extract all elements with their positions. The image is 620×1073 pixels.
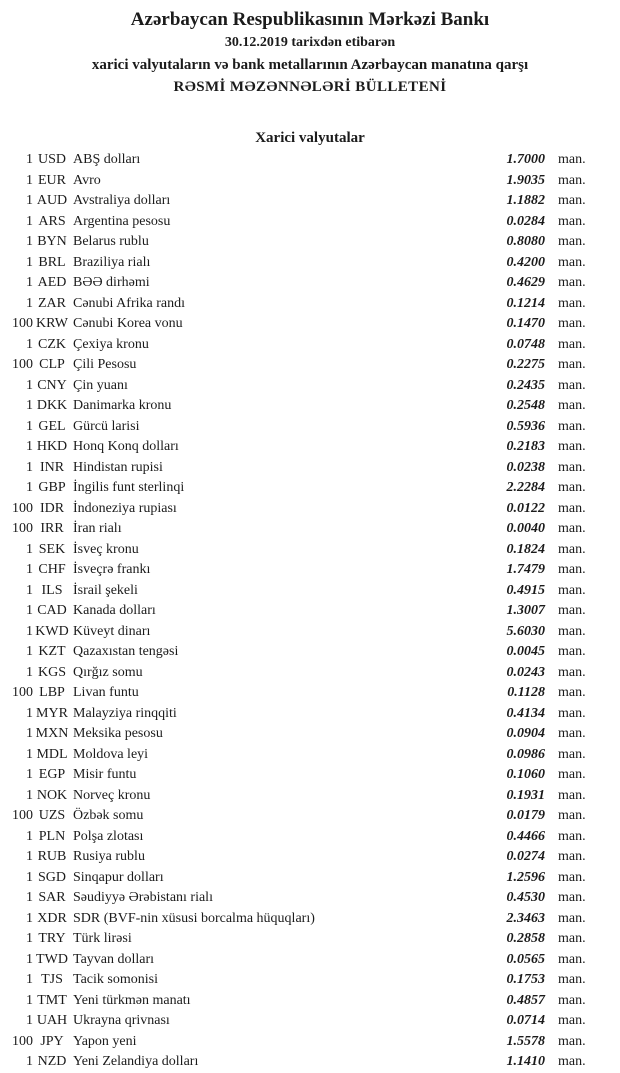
quantity-cell: 1	[26, 275, 33, 290]
currency-code-cell: AED	[37, 275, 67, 290]
currency-name-cell: ABŞ dolları	[73, 152, 141, 167]
currency-name-cell: Sinqapur dolları	[73, 869, 164, 885]
unit-cell: man.	[558, 213, 586, 229]
rate-value-cell: 1.1882	[506, 193, 545, 208]
rate-value-cell: 0.1931	[506, 787, 545, 803]
currency-code-cell: MDL	[36, 746, 68, 762]
rate-row	[0, 458, 620, 479]
currency-name-cell: Honq Konq dolları	[73, 439, 179, 454]
unit-cell: man.	[558, 849, 586, 864]
rate-row	[0, 540, 620, 561]
rate-value-cell: 0.0045	[506, 644, 545, 659]
rate-row	[0, 1032, 620, 1053]
rate-value-cell: 0.0238	[506, 459, 545, 475]
rate-value-cell: 0.1214	[506, 295, 545, 311]
rate-row	[0, 376, 620, 397]
quantity-cell: 100	[12, 521, 33, 536]
rate-value-cell: 0.0565	[506, 951, 545, 967]
unit-cell: man.	[558, 418, 586, 434]
currency-code-cell: TJS	[41, 972, 63, 987]
rate-row	[0, 499, 620, 520]
quantity-cell: 1	[26, 623, 33, 639]
unit-cell: man.	[558, 746, 586, 762]
quantity-cell: 1	[26, 336, 33, 352]
rate-value-cell: 1.3007	[506, 603, 545, 618]
currency-name-cell: Qazaxıstan tengəsi	[73, 644, 179, 659]
currency-code-cell: USD	[37, 152, 66, 167]
rate-row	[0, 601, 620, 622]
quantity-cell: 1	[26, 972, 33, 987]
unit-cell: man.	[558, 336, 586, 352]
rates-table	[0, 150, 620, 1073]
rate-row	[0, 560, 620, 581]
rate-value-cell: 0.1753	[506, 972, 545, 987]
quantity-cell: 1	[26, 398, 33, 413]
rate-row	[0, 950, 620, 971]
unit-cell: man.	[558, 1013, 586, 1028]
currency-name-cell: Türk lirəsi	[73, 931, 132, 946]
currency-name-cell: Küveyt dinarı	[73, 623, 151, 639]
rate-row	[0, 663, 620, 684]
currency-name-cell: İran rialı	[73, 521, 122, 536]
unit-cell: man.	[558, 357, 586, 372]
currency-code-cell: GBP	[38, 480, 66, 495]
rate-value-cell: 0.4134	[506, 705, 545, 721]
rate-value-cell: 0.0748	[506, 336, 545, 352]
unit-cell: man.	[558, 521, 586, 536]
quantity-cell: 1	[26, 172, 33, 188]
currency-code-cell: DKK	[36, 398, 68, 413]
currency-name-cell: Tacik somonisi	[73, 972, 158, 987]
currency-code-cell: IDR	[39, 500, 65, 516]
quantity-cell: 1	[26, 582, 33, 598]
quantity-cell: 1	[26, 910, 33, 926]
quantity-cell: 1	[26, 890, 33, 905]
quantity-cell: 1	[26, 603, 33, 618]
currency-name-cell: Rusiya rublu	[73, 849, 145, 864]
rate-row	[0, 929, 620, 950]
currency-name-cell: Moldova leyi	[73, 746, 149, 762]
unit-cell: man.	[558, 787, 586, 803]
currency-code-cell: AUD	[36, 193, 68, 208]
unit-cell: man.	[558, 1033, 586, 1049]
unit-cell: man.	[558, 541, 586, 557]
currency-code-cell: TMT	[37, 992, 67, 1008]
rate-value-cell: 0.2183	[506, 439, 545, 454]
currency-name-cell: Avro	[73, 172, 101, 188]
currency-name-cell: BƏƏ dirhəmi	[73, 275, 150, 290]
currency-name-cell: Braziliya rialı	[73, 254, 151, 270]
rate-row	[0, 991, 620, 1012]
rate-row	[0, 417, 620, 438]
currency-code-cell: RUB	[37, 849, 67, 864]
quantity-cell: 100	[12, 357, 33, 372]
unit-cell: man.	[558, 562, 586, 577]
quantity-cell: 1	[26, 1054, 33, 1069]
unit-cell: man.	[558, 644, 586, 659]
rate-row	[0, 519, 620, 540]
quantity-cell: 1	[26, 787, 33, 803]
unit-cell: man.	[558, 193, 586, 208]
currency-name-cell: SDR (BVF-nin xüsusi borcalma hüquqları)	[73, 910, 315, 926]
currency-code-cell: TRY	[38, 931, 66, 946]
rate-value-cell: 1.2596	[506, 869, 545, 885]
rate-value-cell: 0.4200	[506, 254, 545, 270]
quantity-cell: 1	[26, 418, 33, 434]
rate-row	[0, 745, 620, 766]
quantity-cell: 1	[26, 562, 33, 577]
unit-cell: man.	[558, 377, 586, 393]
currency-name-cell: Hindistan rupisi	[73, 459, 163, 475]
rate-row	[0, 642, 620, 663]
rate-value-cell: 1.5578	[506, 1033, 545, 1049]
unit-cell: man.	[558, 767, 586, 782]
quantity-cell: 1	[26, 767, 33, 782]
quantity-cell: 1	[26, 931, 33, 946]
unit-cell: man.	[558, 951, 586, 967]
currency-name-cell: Ukrayna qrivnası	[73, 1013, 170, 1028]
currency-name-cell: Yapon yeni	[73, 1033, 137, 1049]
bank-name-title: Azərbaycan Respublikasının Mərkəzi Bankı	[130, 9, 490, 30]
rate-row	[0, 765, 620, 786]
currency-code-cell: XDR	[37, 910, 67, 926]
quantity-cell: 100	[12, 316, 33, 331]
currency-name-cell: Cənubi Korea vonu	[73, 316, 183, 331]
rate-row	[0, 622, 620, 643]
unit-cell: man.	[558, 603, 586, 618]
currency-name-cell: Tayvan dolları	[73, 951, 155, 967]
currency-code-cell: HKD	[36, 439, 68, 454]
rate-row	[0, 909, 620, 930]
currency-name-cell: Kanada dolları	[73, 603, 156, 618]
rate-value-cell: 0.1128	[507, 685, 545, 700]
currency-name-cell: İsveçrə frankı	[73, 562, 151, 577]
quantity-cell: 1	[26, 849, 33, 864]
currency-code-cell: BRL	[38, 254, 66, 270]
currency-code-cell: KGS	[37, 664, 66, 680]
currency-name-cell: Livan funtu	[73, 685, 139, 700]
quantity-cell: 1	[26, 377, 33, 393]
rate-row	[0, 273, 620, 294]
unit-cell: man.	[558, 685, 586, 700]
unit-cell: man.	[558, 828, 586, 844]
currency-name-cell: Səudiyyə Ərəbistanı rialı	[73, 890, 213, 905]
rate-row	[0, 786, 620, 807]
currency-name-cell: Danimarka kronu	[73, 398, 172, 413]
currency-code-cell: CAD	[37, 603, 67, 618]
quantity-cell: 1	[26, 1013, 33, 1028]
effective-date-line: 30.12.2019 tarixdən etibarən	[224, 35, 396, 50]
quantity-cell: 100	[12, 685, 33, 700]
currency-name-cell: Çin yuanı	[73, 377, 128, 393]
currency-code-cell: UAH	[36, 1013, 68, 1028]
rate-value-cell: 2.3463	[506, 910, 545, 926]
quantity-cell: 1	[26, 541, 33, 557]
rate-value-cell: 0.0243	[506, 664, 545, 680]
rate-row	[0, 868, 620, 889]
unit-cell: man.	[558, 931, 586, 946]
rate-row	[0, 581, 620, 602]
currency-code-cell: IRR	[40, 521, 64, 536]
quantity-cell: 100	[12, 808, 33, 823]
quantity-cell: 1	[26, 951, 33, 967]
unit-cell: man.	[558, 234, 586, 249]
rate-row	[0, 253, 620, 274]
rate-value-cell: 0.2858	[506, 931, 545, 946]
rate-value-cell: 0.4915	[506, 582, 545, 598]
currency-code-cell: EGP	[38, 767, 66, 782]
currency-name-cell: İngilis funt sterlinqi	[73, 480, 185, 495]
rate-row	[0, 314, 620, 335]
currency-name-cell: Özbək somu	[73, 808, 144, 823]
quantity-cell: 1	[26, 152, 33, 167]
section-title-foreign-currencies: Xarici valyutalar	[255, 130, 365, 146]
unit-cell: man.	[558, 172, 586, 188]
currency-name-cell: Gürcü larisi	[73, 418, 140, 434]
rate-row	[0, 191, 620, 212]
rate-value-cell: 0.2275	[506, 357, 545, 372]
currency-code-cell: CZK	[38, 336, 66, 352]
currency-code-cell: MYR	[36, 705, 68, 721]
unit-cell: man.	[558, 275, 586, 290]
rate-row	[0, 724, 620, 745]
rate-value-cell: 1.7000	[506, 152, 545, 167]
currency-code-cell: JPY	[40, 1033, 64, 1049]
rate-value-cell: 0.0904	[506, 726, 545, 741]
currency-code-cell: CNY	[37, 377, 67, 393]
rate-value-cell: 1.9035	[506, 172, 545, 188]
rate-row	[0, 704, 620, 725]
unit-cell: man.	[558, 582, 586, 598]
currency-code-cell: SAR	[38, 890, 66, 905]
quantity-cell: 1	[26, 213, 33, 229]
currency-name-cell: Çili Pesosu	[73, 357, 137, 372]
rate-row	[0, 212, 620, 233]
quantity-cell: 1	[26, 746, 33, 762]
rate-row	[0, 970, 620, 991]
unit-cell: man.	[558, 869, 586, 885]
currency-name-cell: Polşa zlotası	[73, 828, 144, 844]
rate-value-cell: 0.1824	[506, 541, 545, 557]
rate-row	[0, 232, 620, 253]
rate-row	[0, 806, 620, 827]
quantity-cell: 1	[26, 992, 33, 1008]
quantity-cell: 1	[26, 664, 33, 680]
currency-name-cell: İsrail şekeli	[73, 582, 138, 598]
rate-value-cell: 0.5936	[506, 418, 545, 434]
currency-code-cell: EUR	[38, 172, 66, 188]
rate-value-cell: 0.0274	[506, 849, 545, 864]
unit-cell: man.	[558, 152, 586, 167]
unit-cell: man.	[558, 664, 586, 680]
unit-cell: man.	[558, 910, 586, 926]
quantity-cell: 1	[26, 726, 33, 741]
rate-value-cell: 0.0986	[506, 746, 545, 762]
currency-name-cell: İndoneziya rupiası	[73, 500, 177, 516]
quantity-cell: 1	[26, 439, 33, 454]
rate-value-cell: 0.0714	[506, 1013, 545, 1028]
bulletin-header	[0, 0, 620, 98]
currency-name-cell: Çexiya kronu	[73, 336, 149, 352]
rate-value-cell: 0.8080	[506, 234, 545, 249]
currency-code-cell: ARS	[38, 213, 66, 229]
rate-value-cell: 1.1410	[506, 1054, 545, 1069]
currency-name-cell: Misir funtu	[73, 767, 137, 782]
rate-value-cell: 0.2548	[506, 398, 545, 413]
rate-row	[0, 683, 620, 704]
currency-name-cell: Meksika pesosu	[73, 726, 163, 741]
rate-value-cell: 0.0040	[506, 521, 545, 536]
currency-code-cell: UZS	[38, 808, 66, 823]
rate-row	[0, 396, 620, 417]
currency-name-cell: Yeni Zelandiya dolları	[73, 1054, 199, 1069]
currency-code-cell: BYN	[37, 234, 67, 249]
rate-value-cell: 0.4629	[506, 275, 545, 290]
currency-code-cell: LBP	[39, 685, 65, 700]
rate-row	[0, 478, 620, 499]
currency-code-cell: SGD	[37, 869, 66, 885]
currency-name-cell: Belarus rublu	[73, 234, 149, 249]
unit-cell: man.	[558, 459, 586, 475]
unit-cell: man.	[558, 500, 586, 516]
rate-value-cell: 0.0122	[506, 500, 545, 516]
currency-name-cell: Yeni türkmən manatı	[73, 992, 191, 1008]
currency-code-cell: SEK	[38, 541, 66, 557]
rate-row	[0, 888, 620, 909]
quantity-cell: 1	[26, 254, 33, 270]
rate-row	[0, 150, 620, 171]
currency-name-cell: Cənubi Afrika randı	[73, 295, 185, 311]
rate-row	[0, 437, 620, 458]
rate-value-cell: 0.4530	[506, 890, 545, 905]
quantity-cell: 100	[12, 500, 33, 516]
bulletin-title: RƏSMİ MƏZƏNNƏLƏRİ BÜLLETENİ	[173, 79, 447, 95]
currency-name-cell: Avstraliya dolları	[73, 193, 171, 208]
currency-name-cell: Malayziya rinqqiti	[73, 705, 177, 721]
unit-cell: man.	[558, 972, 586, 987]
currency-code-cell: KRW	[36, 316, 68, 331]
currency-name-cell: Argentina pesosu	[73, 213, 171, 229]
rate-row	[0, 355, 620, 376]
currency-code-cell: NOK	[36, 787, 68, 803]
quantity-cell: 1	[26, 193, 33, 208]
unit-cell: man.	[558, 1054, 586, 1069]
currency-name-cell: Norveç kronu	[73, 787, 151, 803]
rate-row	[0, 335, 620, 356]
rate-value-cell: 0.0284	[506, 213, 545, 229]
unit-cell: man.	[558, 992, 586, 1008]
quantity-cell: 1	[26, 828, 33, 844]
rate-value-cell: 2.2284	[506, 480, 545, 495]
rate-row	[0, 1052, 620, 1073]
rate-value-cell: 0.1470	[506, 316, 545, 331]
unit-cell: man.	[558, 439, 586, 454]
quantity-cell: 1	[26, 869, 33, 885]
rate-value-cell: 0.1060	[506, 767, 545, 782]
rate-row	[0, 827, 620, 848]
rate-row	[0, 171, 620, 192]
rate-value-cell: 0.4466	[506, 828, 545, 844]
currency-code-cell: INR	[39, 459, 65, 475]
unit-cell: man.	[558, 254, 586, 270]
unit-cell: man.	[558, 398, 586, 413]
quantity-cell: 100	[12, 1033, 33, 1049]
currency-code-cell: PLN	[38, 828, 66, 844]
rate-value-cell: 5.6030	[506, 623, 545, 639]
quantity-cell: 1	[26, 644, 33, 659]
currency-name-cell: Qırğız somu	[73, 664, 143, 680]
quantity-cell: 1	[26, 459, 33, 475]
rate-row	[0, 294, 620, 315]
unit-cell: man.	[558, 316, 586, 331]
currency-code-cell: CHF	[38, 562, 66, 577]
currency-code-cell: NZD	[37, 1054, 67, 1069]
currency-code-cell: KWD	[35, 623, 69, 639]
quantity-cell: 1	[26, 295, 33, 311]
rate-value-cell: 0.2435	[506, 377, 545, 393]
unit-cell: man.	[558, 726, 586, 741]
unit-cell: man.	[558, 623, 586, 639]
currency-code-cell: TWD	[36, 951, 68, 967]
currency-code-cell: KZT	[38, 644, 66, 659]
currency-name-cell: İsveç kronu	[73, 541, 139, 557]
quantity-cell: 1	[26, 705, 33, 721]
quantity-cell: 1	[26, 480, 33, 495]
unit-cell: man.	[558, 808, 586, 823]
bulletin-subtitle: xarici valyutaların və bank metallarının Azərbaycan manatına qarşı	[91, 57, 529, 73]
currency-code-cell: ZAR	[38, 295, 66, 311]
rate-value-cell: 0.4857	[506, 992, 545, 1008]
currency-code-cell: GEL	[38, 418, 66, 434]
rate-value-cell: 1.7479	[506, 562, 545, 577]
rate-row	[0, 1011, 620, 1032]
unit-cell: man.	[558, 480, 586, 495]
rate-row	[0, 847, 620, 868]
currency-code-cell: ILS	[41, 582, 63, 598]
unit-cell: man.	[558, 295, 586, 311]
currency-code-cell: MXN	[35, 726, 69, 741]
unit-cell: man.	[558, 890, 586, 905]
unit-cell: man.	[558, 705, 586, 721]
rate-value-cell: 0.0179	[506, 808, 545, 823]
currency-code-cell: CLP	[39, 357, 65, 372]
quantity-cell: 1	[26, 234, 33, 249]
